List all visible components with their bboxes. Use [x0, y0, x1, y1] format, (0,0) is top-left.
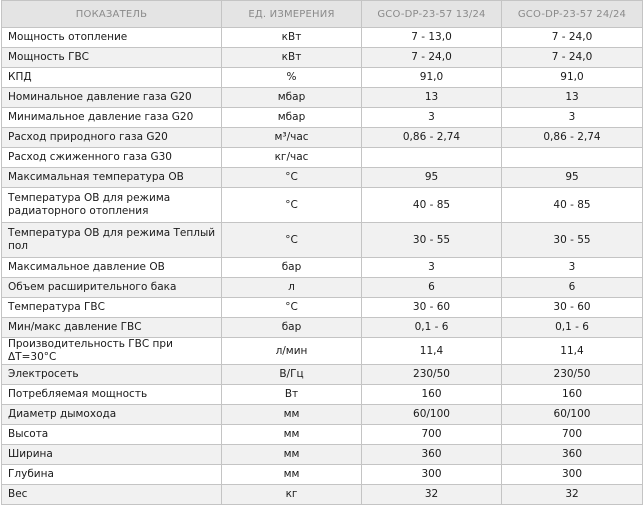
- value-model-1: 11,4: [362, 338, 502, 365]
- value-model-2: 360: [502, 445, 643, 465]
- table-header-row: [2, 1, 643, 28]
- parameter-name: Мощность ГВС: [2, 48, 222, 68]
- parameter-name: Вес: [2, 485, 222, 505]
- parameter-name: Высота: [2, 425, 222, 445]
- parameter-name: Электросеть: [2, 365, 222, 385]
- header-parameter: ПОКАЗАТЕЛЬ: [2, 1, 222, 28]
- parameter-name: Минимальное давление газа G20: [2, 108, 222, 128]
- table-row: [2, 365, 643, 385]
- value-model-1: 360: [362, 445, 502, 465]
- parameter-name: Потребляемая мощность: [2, 385, 222, 405]
- value-model-1: 7 - 24,0: [362, 48, 502, 68]
- value-model-1: 160: [362, 385, 502, 405]
- value-model-2: 6: [502, 278, 643, 298]
- table-row: [2, 108, 643, 128]
- unit-cell: мбар: [222, 108, 362, 128]
- table-row: [2, 465, 643, 485]
- value-model-2: 30 - 55: [502, 223, 643, 258]
- table-row: [2, 298, 643, 318]
- unit-cell: мм: [222, 445, 362, 465]
- value-model-2: 32: [502, 485, 643, 505]
- value-model-1: 230/50: [362, 365, 502, 385]
- value-model-1: 30 - 60: [362, 298, 502, 318]
- table-row: [2, 148, 643, 168]
- value-model-1: 0,1 - 6: [362, 318, 502, 338]
- unit-cell: кг/час: [222, 148, 362, 168]
- value-model-1: 700: [362, 425, 502, 445]
- unit-cell: бар: [222, 318, 362, 338]
- value-model-1: 30 - 55: [362, 223, 502, 258]
- parameter-name: Температура ГВС: [2, 298, 222, 318]
- value-model-1: 91,0: [362, 68, 502, 88]
- unit-cell: бар: [222, 258, 362, 278]
- parameter-name: Ширина: [2, 445, 222, 465]
- parameter-name: Номинальное давление газа G20: [2, 88, 222, 108]
- value-model-2: 160: [502, 385, 643, 405]
- parameter-name: Производительность ГВС при ΔT=30°C: [2, 338, 222, 365]
- value-model-2: 7 - 24,0: [502, 28, 643, 48]
- table-row: [2, 425, 643, 445]
- table-row: [2, 318, 643, 338]
- unit-cell: мбар: [222, 88, 362, 108]
- parameter-name: Максимальная температура ОВ: [2, 168, 222, 188]
- table-row: [2, 445, 643, 465]
- unit-cell: кВт: [222, 28, 362, 48]
- value-model-1: 7 - 13,0: [362, 28, 502, 48]
- table-row: [2, 48, 643, 68]
- table-row: [2, 485, 643, 505]
- unit-cell: °C: [222, 168, 362, 188]
- table-row: [2, 223, 643, 258]
- value-model-2: 40 - 85: [502, 188, 643, 223]
- unit-cell: °C: [222, 298, 362, 318]
- value-model-1: 95: [362, 168, 502, 188]
- unit-cell: мм: [222, 425, 362, 445]
- value-model-1: 40 - 85: [362, 188, 502, 223]
- parameter-name: Расход сжиженного газа G30: [2, 148, 222, 168]
- parameter-name: Мощность отопление: [2, 28, 222, 48]
- unit-cell: %: [222, 68, 362, 88]
- parameter-name: Максимальное давление ОВ: [2, 258, 222, 278]
- unit-cell: В/Гц: [222, 365, 362, 385]
- value-model-1: 6: [362, 278, 502, 298]
- value-model-2: 7 - 24,0: [502, 48, 643, 68]
- specifications-table: [1, 0, 643, 505]
- table-row: [2, 405, 643, 425]
- value-model-2: 3: [502, 258, 643, 278]
- value-model-2: 0,86 - 2,74: [502, 128, 643, 148]
- table-row: [2, 28, 643, 48]
- value-model-2: 700: [502, 425, 643, 445]
- table-row: [2, 128, 643, 148]
- header-model-2: GCO-DP-23-57 24/24: [502, 1, 643, 28]
- value-model-2: 3: [502, 108, 643, 128]
- parameter-name: Диаметр дымохода: [2, 405, 222, 425]
- value-model-2: 230/50: [502, 365, 643, 385]
- table-row: [2, 258, 643, 278]
- value-model-2: 300: [502, 465, 643, 485]
- header-unit: ЕД. ИЗМЕРЕНИЯ: [222, 1, 362, 28]
- value-model-2: 11,4: [502, 338, 643, 365]
- value-model-1: 300: [362, 465, 502, 485]
- value-model-2: 13: [502, 88, 643, 108]
- unit-cell: м³/час: [222, 128, 362, 148]
- table-row: [2, 338, 643, 365]
- table-row: [2, 385, 643, 405]
- table-row: [2, 278, 643, 298]
- unit-cell: мм: [222, 405, 362, 425]
- unit-cell: °C: [222, 188, 362, 223]
- parameter-name: Глубина: [2, 465, 222, 485]
- table-row: [2, 68, 643, 88]
- unit-cell: кВт: [222, 48, 362, 68]
- header-model-1: GCO-DP-23-57 13/24: [362, 1, 502, 28]
- value-model-2: 95: [502, 168, 643, 188]
- unit-cell: л: [222, 278, 362, 298]
- value-model-1: 13: [362, 88, 502, 108]
- value-model-1: 0,86 - 2,74: [362, 128, 502, 148]
- value-model-1: 32: [362, 485, 502, 505]
- value-model-2: 30 - 60: [502, 298, 643, 318]
- value-model-1: [362, 148, 502, 168]
- unit-cell: кг: [222, 485, 362, 505]
- value-model-1: 60/100: [362, 405, 502, 425]
- parameter-name: Расход природного газа G20: [2, 128, 222, 148]
- parameter-name: Температура ОВ для режима радиаторного отопления: [2, 188, 222, 223]
- value-model-1: 3: [362, 258, 502, 278]
- unit-cell: Вт: [222, 385, 362, 405]
- parameter-name: Объем расширительного бака: [2, 278, 222, 298]
- value-model-2: 0,1 - 6: [502, 318, 643, 338]
- table-row: [2, 88, 643, 108]
- table-row: [2, 188, 643, 223]
- table-row: [2, 168, 643, 188]
- unit-cell: л/мин: [222, 338, 362, 365]
- parameter-name: Температура ОВ для режима Теплый пол: [2, 223, 222, 258]
- value-model-2: [502, 148, 643, 168]
- value-model-1: 3: [362, 108, 502, 128]
- parameter-name: КПД: [2, 68, 222, 88]
- unit-cell: мм: [222, 465, 362, 485]
- parameter-name: Мин/макс давление ГВС: [2, 318, 222, 338]
- value-model-2: 60/100: [502, 405, 643, 425]
- unit-cell: °C: [222, 223, 362, 258]
- value-model-2: 91,0: [502, 68, 643, 88]
